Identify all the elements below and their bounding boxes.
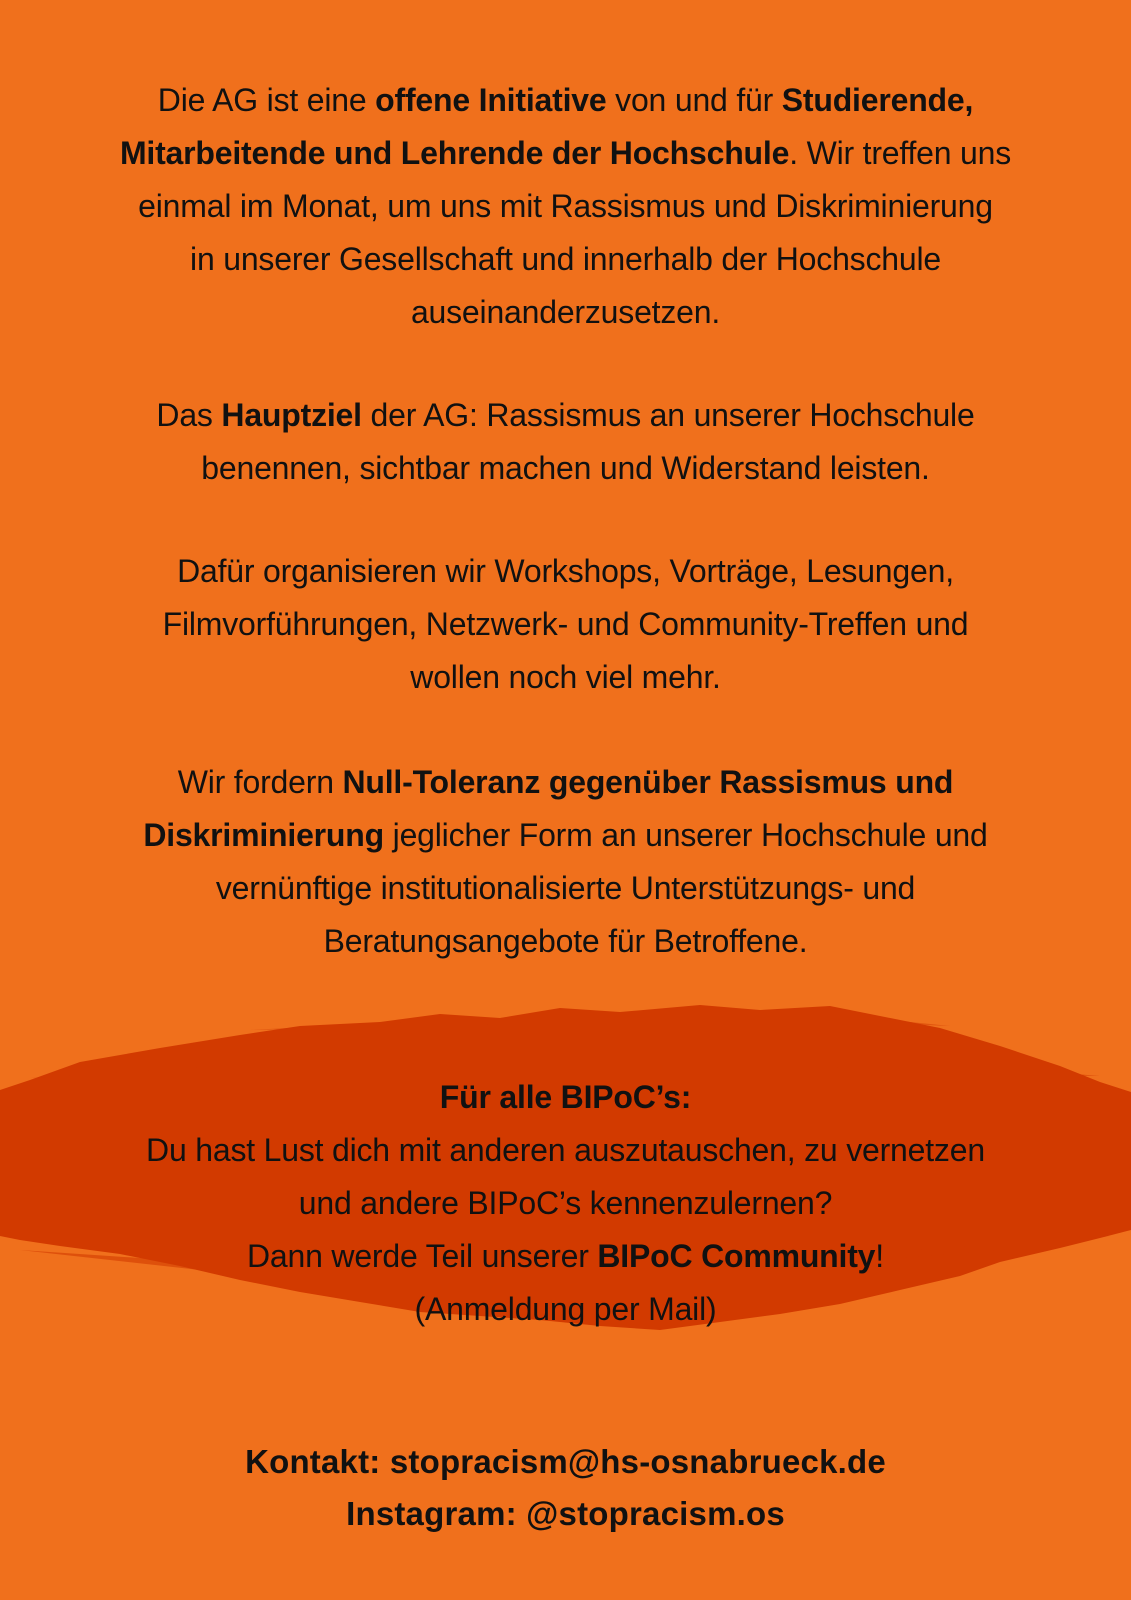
goal-line-1 bbox=[60, 389, 1071, 442]
bipoc-text: Dann werde Teil unserer bbox=[247, 1238, 598, 1274]
demand-bold-diskriminierung: Diskriminierung bbox=[143, 817, 384, 853]
contact-instagram[interactable]: Instagram: @stopracism.os bbox=[346, 1495, 785, 1532]
contact-email[interactable]: Kontakt: stopracism@hs-osnabrueck.de bbox=[245, 1443, 886, 1480]
intro-paragraph bbox=[60, 74, 1071, 339]
demand-line-3: vernünftige institutionalisierte Unterstützungs- und bbox=[215, 870, 916, 906]
demand-bold-null-toleranz: Null-Toleranz gegenüber Rassismus und bbox=[342, 764, 954, 800]
goal-bold-hauptziel: Hauptziel bbox=[221, 397, 362, 433]
demand-line-4: Beratungsangebote für Betroffene. bbox=[323, 923, 808, 959]
bipoc-line-3 bbox=[60, 1230, 1071, 1283]
intro-bold-initiative: offene Initiative bbox=[375, 82, 607, 118]
demand-text: jeglicher Form an unserer Hochschule und bbox=[383, 817, 988, 853]
bipoc-line-2: und andere BIPoC’s kennenzulernen? bbox=[298, 1185, 833, 1221]
contact-block bbox=[60, 1436, 1071, 1540]
demand-paragraph bbox=[60, 756, 1071, 968]
intro-line-1 bbox=[60, 74, 1071, 127]
activities-line-2: Filmvorführungen, Netzwerk- und Community-Treffen und bbox=[162, 606, 969, 642]
bipoc-section bbox=[60, 1071, 1071, 1336]
demand-line-1 bbox=[60, 756, 1071, 809]
activities-line-3: wollen noch viel mehr. bbox=[410, 659, 721, 695]
intro-text: Die AG ist eine bbox=[157, 82, 376, 118]
goal-paragraph bbox=[60, 389, 1071, 495]
intro-line-3: einmal im Monat, um uns mit Rassismus und Diskriminierung bbox=[138, 188, 993, 224]
intro-line-2 bbox=[60, 127, 1071, 180]
intro-bold-audience: Studierende, bbox=[781, 82, 974, 118]
intro-line-4: in unserer Gesellschaft und innerhalb der Hochschule bbox=[190, 241, 941, 277]
bipoc-bold-community: BIPoC Community bbox=[597, 1238, 876, 1274]
demand-text: Wir fordern bbox=[177, 764, 343, 800]
intro-line-5: auseinanderzusetzen. bbox=[410, 294, 721, 330]
intro-text: . Wir treffen uns bbox=[789, 135, 1012, 171]
bipoc-line-1: Du hast Lust dich mit anderen auszutauschen, zu vernetzen bbox=[146, 1132, 985, 1168]
bipoc-text: ! bbox=[875, 1238, 884, 1274]
activities-paragraph bbox=[60, 545, 1071, 704]
activities-line-1: Dafür organisieren wir Workshops, Vorträge, Lesungen, bbox=[177, 553, 954, 589]
goal-text: Das bbox=[156, 397, 222, 433]
bipoc-line-4: (Anmeldung per Mail) bbox=[414, 1291, 717, 1327]
goal-line-2: benennen, sichtbar machen und Widerstand leisten. bbox=[201, 450, 930, 486]
intro-text: von und für bbox=[606, 82, 782, 118]
intro-bold-audience: Mitarbeitende und Lehrende der Hochschule bbox=[119, 135, 790, 171]
bipoc-heading: Für alle BIPoC’s: bbox=[439, 1079, 692, 1115]
goal-text: der AG: Rassismus an unserer Hochschule bbox=[361, 397, 975, 433]
demand-line-2 bbox=[60, 809, 1071, 862]
